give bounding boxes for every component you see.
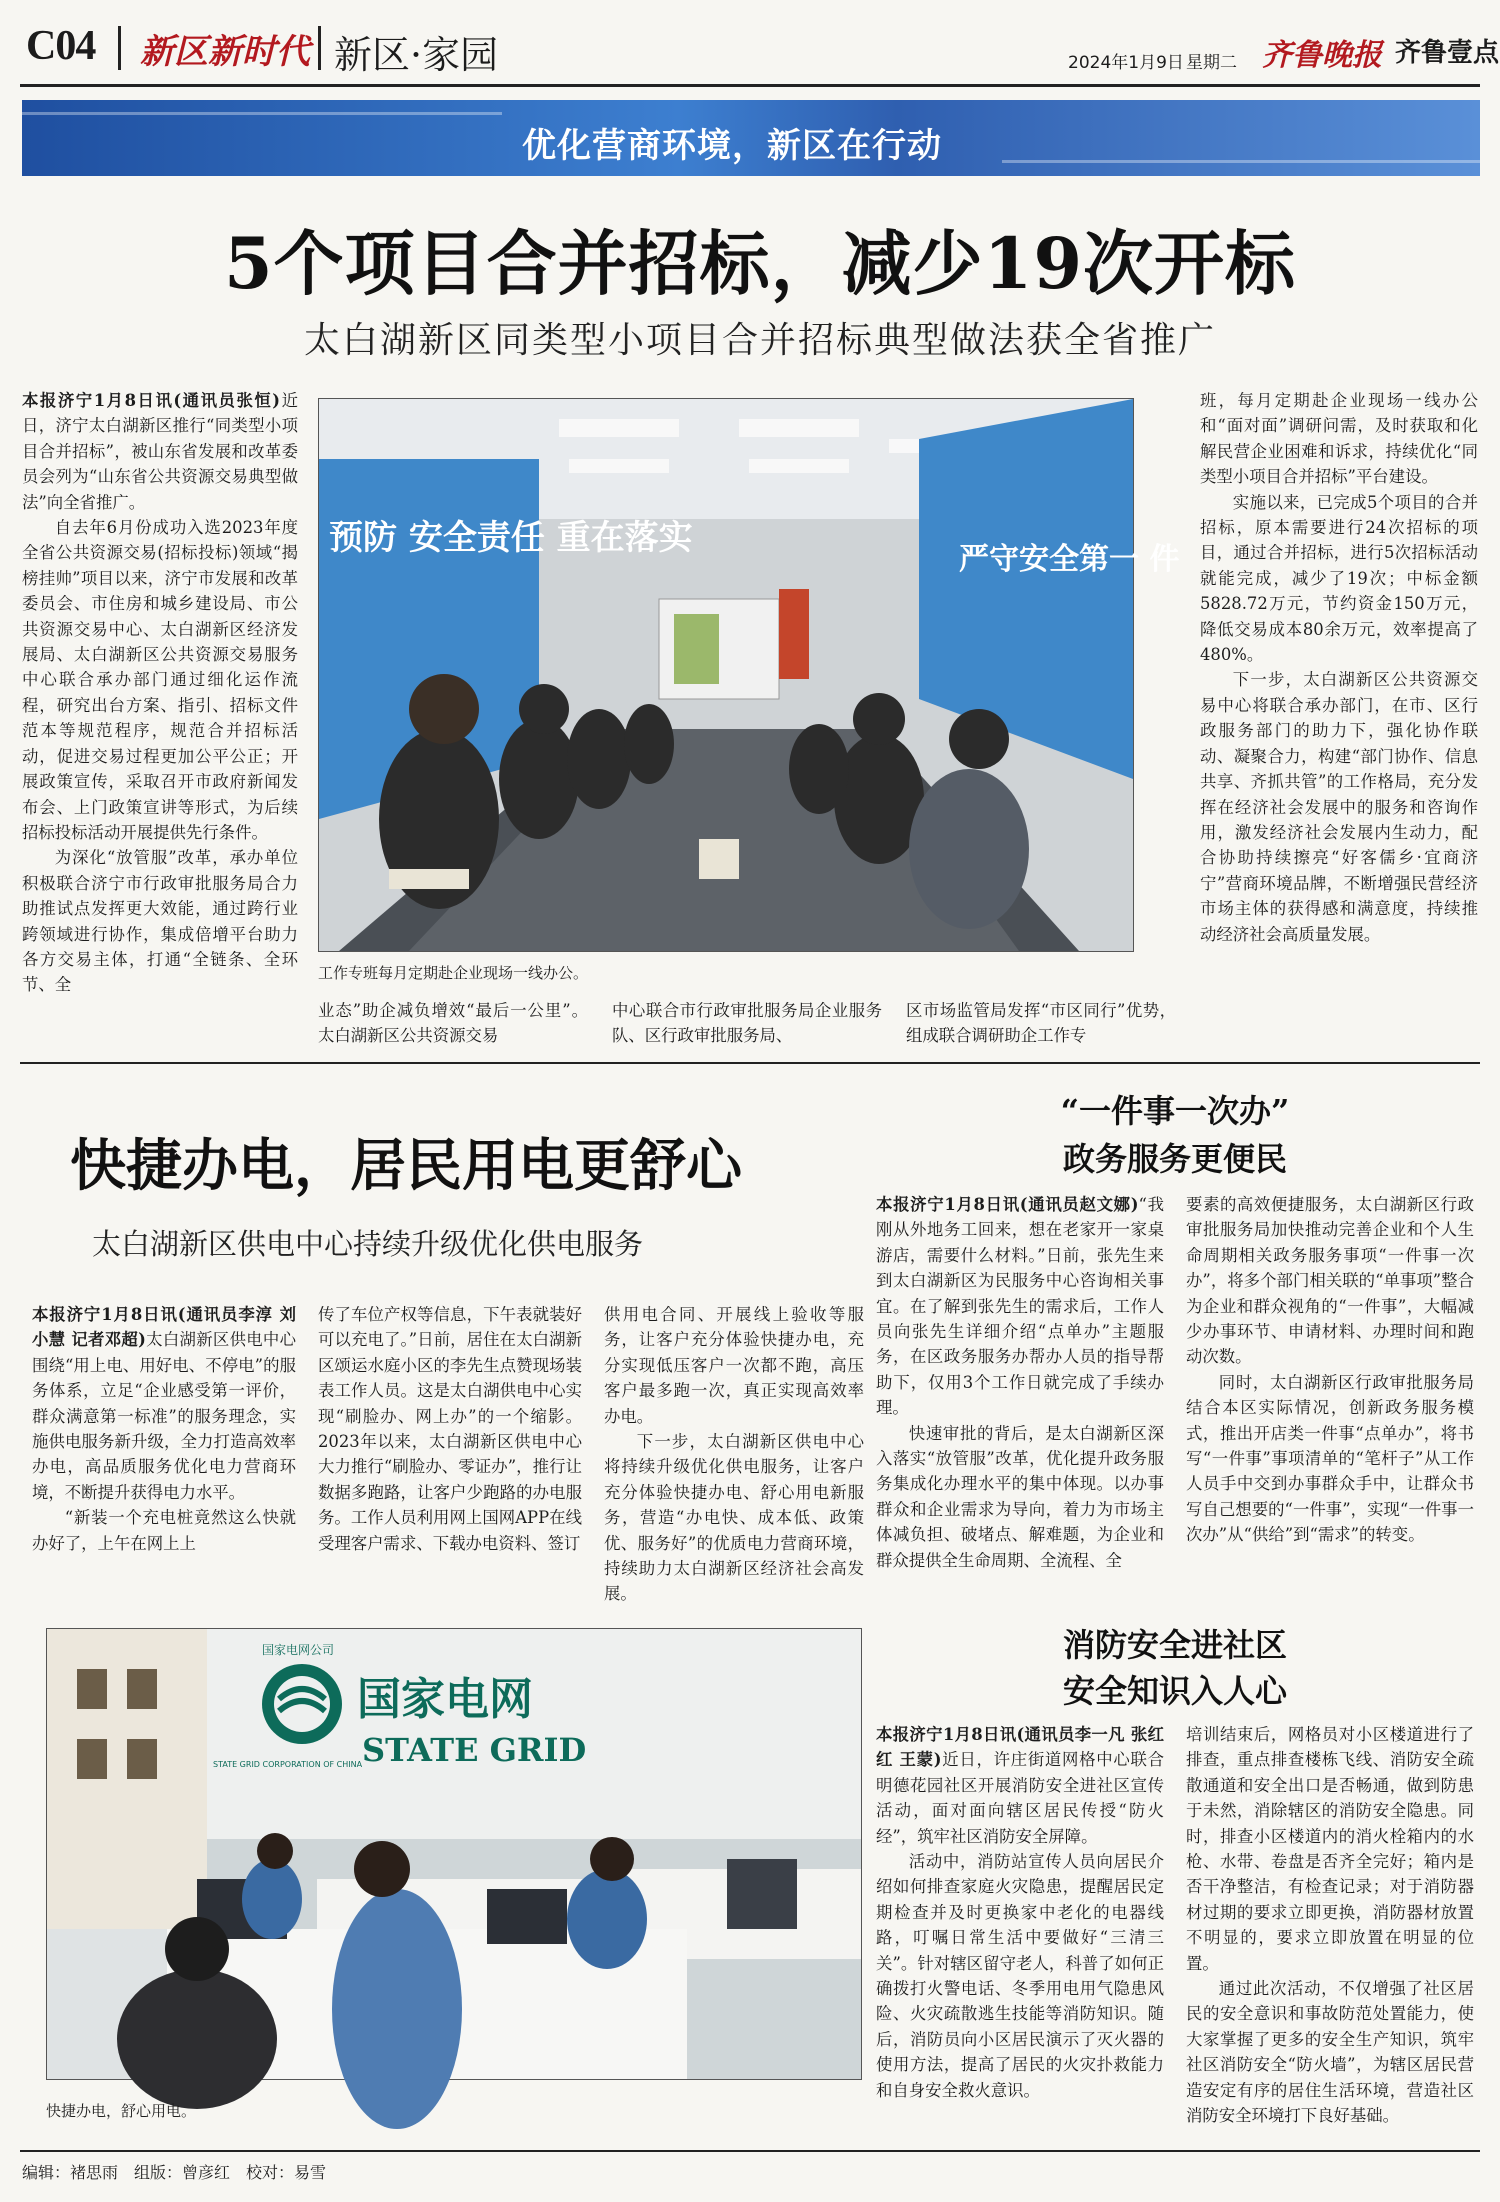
story4-column-1 <box>876 1722 1164 2160</box>
story2-column-1 <box>32 1302 296 1592</box>
story3-column-2 <box>1186 1192 1474 1614</box>
story4-headline-line2: 安全知识入人心 <box>1062 1672 1287 1710</box>
story3-paragraph: 同时，太白湖新区行政审批服务局结合本区实际情况，创新政务服务模式，推出开店类一件事“点单办”，将书写“一件事”事项清单的“笔杆子”从工作人员手中交到办事群众手中，让群众书写自己想要的“一件事”，实现“一件事一次办”从“供给”到“需求”的转变。 <box>1186 1372 1474 1545</box>
story4-paragraph: 活动中，消防站宣传人员向居民介绍如何排查家庭火灾隐患，提醒居民定期检查并及时更换家中老化的电器线路，叮嘱日常生活中要做好“三清三关”。针对辖区留守老人，科普了如何正确拨打火警电话、冬季用电用气隐患风险、火灾疏散逃生技能等消防知识。随后，消防员向小区居民演示了灭火器的使用方法，提高了居民的火灾扑救能力和自身安全救火意识。 <box>876 1852 1164 2100</box>
story1-paragraph: 区市场监管局发挥“市区同行”优势，组成联合调研助企工作专 <box>906 1001 1176 1046</box>
sign-small-text: 国家电网公司 <box>262 1643 335 1657</box>
story2-subheadline: 太白湖新区供电中心持续升级优化供电服务 <box>92 1227 644 1261</box>
story1-column-2 <box>318 998 588 1050</box>
story1-column-4 <box>906 998 1176 1050</box>
banner-stripe <box>1002 160 1480 163</box>
story1-paragraph: 业态”助企减负增效“最后一公里”。太白湖新区公共资源交易 <box>318 1001 588 1046</box>
story4-paragraph: 近日，许庄街道网格中心联合明德花园社区开展消防安全进社区宣传活动，面对面向辖区居民传授“防火经”，筑牢社区消防安全屏障。 <box>876 1750 1165 1846</box>
masthead-divider <box>118 26 121 70</box>
story2-paragraph: 下一步，太白湖新区供电中心将持续升级优化供电服务，让客户充分体验快捷办电、舒心用电新服务，营造“办电快、成本低、政策优、服务好”的优质电力营商环境，持续助力太白湖新区经济社会高发展。 <box>604 1432 864 1604</box>
story1-paragraph: 下一步，太白湖新区公共资源交易中心将联合承办部门，在市、区行政服务部门的助力下，强化协作联动、凝聚合力，构建“部门协作、信息共享、齐抓共管”的工作格局，充分发挥在经济社会发展中的服务和咨询作用，激发经济社会发展内生动力，配合协助持续擦亮“好客儒乡·宜商济宁”营商环境品牌，不断增强民营经济市场主体的获得感和满意度，持续推动经济社会高质量发展。 <box>1200 670 1478 944</box>
wall-slogan-left: 预防 安全责任 重在落实 <box>329 518 693 558</box>
story2-headline: 快捷办电，居民用电更舒心 <box>70 1133 742 1199</box>
story2-dateline: 本报济宁1月8日讯(通讯员李淳 刘小慧 记者邓超) <box>32 1305 296 1350</box>
story4-dateline: 本报济宁1月8日讯(通讯员李一凡 张红红 王蒙) <box>876 1725 1164 1770</box>
masthead-divider <box>318 26 321 70</box>
story2-column-3 <box>604 1302 864 1604</box>
story2-paragraph: 太白湖新区供电中心围绕“用上电、用好电、不停电”的服务体系，立足“企业感受第一评价，群众满意第一标准”的服务理念，实施供电服务新升级，全力打造高效率办电，高品质服务优化电力营商环境，不断提升获得电力水平。 <box>32 1330 297 1502</box>
story3-paragraph: 快速审批的背后，是太白湖新区深入落实“放管服”改革，优化提升政务服务集成化办理水平的集中体现。以办事群众和企业需求为导向，着力为市场主体减负担、破堵点、解难题，为企业和群众提供全生命周期、全流程、全 <box>876 1423 1164 1570</box>
brand-logo-text: 新区新时代 <box>140 32 310 72</box>
story4-paragraph: 培训结束后，网格员对小区楼道进行了排查，重点排查楼栋飞线、消防安全疏散通道和安全出口是否畅通，做到防患于未然，消除辖区的消防安全隐患。同时，排查小区楼道内的消火栓箱内的水枪、水带、卷盘是否齐全完好；箱内是否干净整洁，有检查记录；对于消防器材过期的要求立即更换，消防器材放置不明显的，要求立即放置在明显的位置。 <box>1186 1725 1474 1973</box>
story4-headline-line1: 消防安全进社区 <box>1062 1626 1287 1664</box>
editor-credits: 编辑：褚思雨 组版：曾彦红 校对：易雪 <box>22 2163 327 2182</box>
story2-photo-caption: 快捷办电，舒心用电。 <box>46 2102 197 2120</box>
story1-column-right <box>1200 388 1478 1050</box>
story3-headline-line2: 政务服务更便民 <box>1062 1140 1287 1178</box>
story3-paragraph: “我刚从外地务工回来，想在老家开一家桌游店，需要什么材料。”日前，张先生来到太白湖新区为民服务中心咨询相关事宜。在了解到张先生的需求后，工作人员向张先生详细介绍“点单办”主题服务，在区政务服务办帮办人员的指导帮助下，仅用3个工作日就完成了手续办理。 <box>876 1195 1164 1418</box>
story1-column-1 <box>22 388 298 1048</box>
story2-paragraph: “新装一个充电桩竟然这么快就办好了，上午在网上上 <box>32 1508 296 1553</box>
story1-dateline: 本报济宁1月8日讯(通讯员张恒) <box>22 391 281 410</box>
service-hall-photo <box>47 1629 861 2079</box>
story3-column-1 <box>876 1192 1164 1614</box>
banner-stripe <box>22 112 502 115</box>
story1-paragraph: 自去年6月份成功入选2023年度全省公共资源交易(招标投标)领域“揭榜挂帅”项目以来，济宁市发展和改革委员会、市住房和城乡建设局、市公共资源交易中心、太白湖新区经济发展局、太白湖新区公共资源交易服务中心联合承办部门通过细化运作流程，研究出台方案、指引、招标文件范本等规范程序，规范合并招标活动，促进交易过程更加公平公正；开展政策宣传，采取召开市政府新闻发布会、上门政策宣讲等形式，为后续招标投标活动开展提供先行条件。 <box>22 518 298 842</box>
page-code: C04 <box>26 23 96 69</box>
footer-rule <box>20 2150 1480 2152</box>
sign-cn-text: 国家电网 <box>357 1674 533 1725</box>
story4-paragraph: 通过此次活动，不仅增强了社区居民的安全意识和事故防范处置能力，使大家掌握了更多的安全生产知识，筑牢社区消防安全“防火墙”，为辖区居民营造安定有序的居住生活环境，营造社区消防安全环境打下良好基础。 <box>1186 1979 1474 2126</box>
issue-weekday: 星期二 <box>1186 53 1237 73</box>
story3-headline-line1: “一件事一次办” <box>1060 1092 1290 1130</box>
story2-column-2 <box>318 1302 582 1592</box>
meeting-room-photo <box>319 399 1180 951</box>
story1-photo-caption: 工作专班每月定期赴企业现场一线办公。 <box>318 964 589 982</box>
masthead-rule <box>20 84 1480 87</box>
story4-column-2 <box>1186 1722 1474 2160</box>
issue-date: 2024年1月9日 <box>1068 53 1184 73</box>
story3-dateline: 本报济宁1月8日讯(通讯员赵文娜) <box>876 1195 1139 1214</box>
story1-photo <box>318 398 1180 952</box>
banner-title: 优化营商环境，新区在行动 <box>522 126 942 166</box>
story2-paragraph: 供用电合同、开展线上验收等服务，让客户充分体验快捷办电，充分实现低压客户一次都不跑，高压客户最多跑一次，真正实现高效率办电。 <box>604 1305 864 1426</box>
story3-paragraph: 要素的高效便捷服务，太白湖新区行政审批服务局加快推动完善企业和个人生命周期相关政务服务事项“一件事一次办”，将多个部门相关联的“单事项”整合为企业和群众视角的“一件事”，大幅减少办事环节、申请材料、办理时间和跑动次数。 <box>1186 1195 1474 1367</box>
sign-ring-text: STATE GRID CORPORATION OF CHINA <box>213 1760 363 1769</box>
paper-logo: 齐鲁晚报 <box>1262 38 1382 73</box>
section-name: 新区·家园 <box>334 33 499 77</box>
story1-column-3 <box>612 998 882 1050</box>
story2-paragraph: 传了车位产权等信息，下午表就装好可以充电了。”日前，居住在太白湖新区颂运水庭小区的李先生点赞现场装表工作人员。这是太白湖供电中心实现“刷脸办、网上办”的一个缩影。2023年以来，太白湖新区供电中心大力推行“刷脸办、零证办”，推行让数据多跑路，让客户少跑路的办电服务。工作人员利用网上国网APP在线受理客户需求、下载办电资料、签订 <box>318 1305 582 1553</box>
app-logo: 齐鲁壹点 <box>1395 38 1500 68</box>
story1-subheadline: 太白湖新区同类型小项目合并招标典型做法获全省推广 <box>303 320 1216 361</box>
story1-paragraph: 为深化“放管服”改革，承办单位积极联合济宁市行政审批服务局合力助推试点发挥更大效能，通过跨行业跨领域进行协作，集成倍增平台助力各方交易主体，打通“全链条、全环节、全 <box>22 848 298 995</box>
story2-photo <box>46 1628 862 2080</box>
story1-paragraph: 中心联合市行政审批服务局企业服务队、区行政审批服务局、 <box>612 1001 882 1046</box>
wall-slogan-right: 严守安全第一 件 <box>959 542 1180 577</box>
sign-en-text: STATE GRID <box>362 1731 587 1769</box>
story1-headline: 5个项目合并招标，减少19次开标 <box>223 222 1297 305</box>
story1-paragraph: 近日，济宁太白湖新区推行“同类型小项目合并招标”，被山东省发展和改革委员会列为“山东省公共资源交易典型做法”向全省推广。 <box>22 391 299 512</box>
story1-paragraph: 班，每月定期赴企业现场一线办公和“面对面”调研问需，及时获取和化解民营企业困难和诉求，持续优化“同类型小项目合并招标”平台建设。 <box>1200 391 1478 487</box>
story1-paragraph: 实施以来，已完成5个项目的合并招标，原本需要进行24次招标的项目，通过合并招标，进行5次招标活动就能完成，减少了19次；中标金额5828.72万元，节约资金150万元，降低交易成本80余万元，效率提高了480%。 <box>1200 492 1478 665</box>
section-divider <box>20 1062 1480 1064</box>
